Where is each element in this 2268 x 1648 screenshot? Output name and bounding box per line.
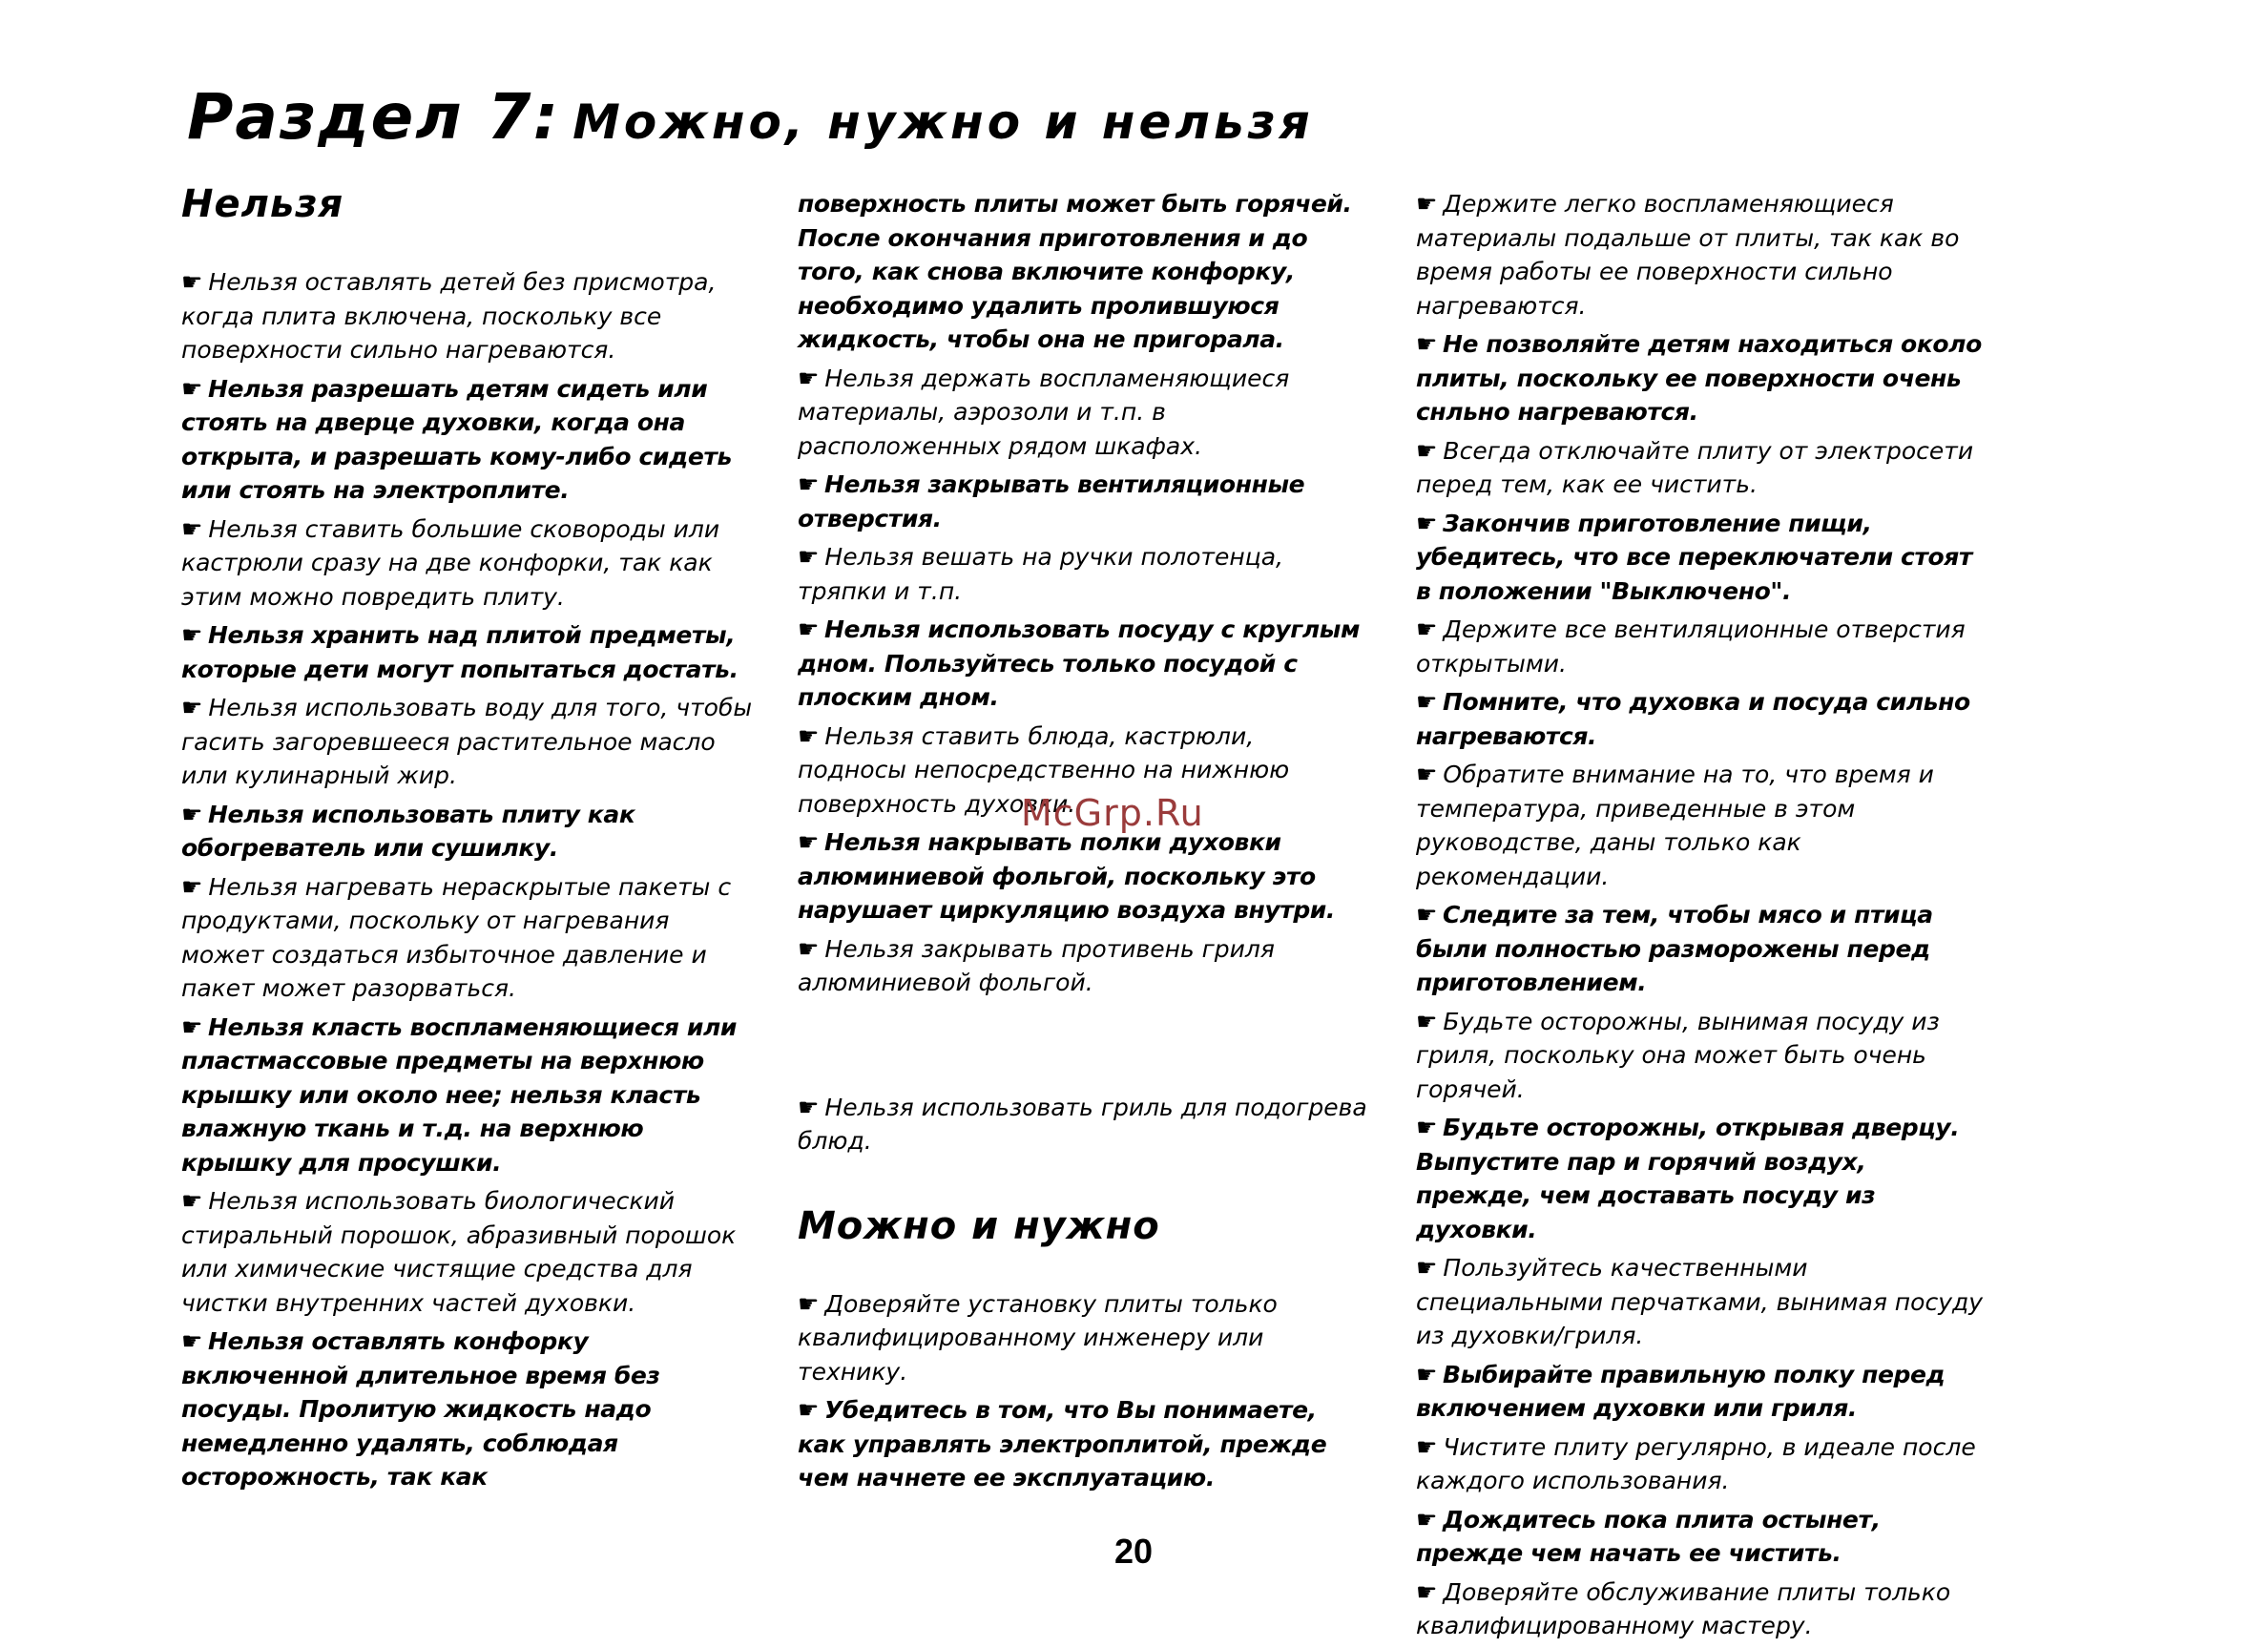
list-item: [1416, 685, 1988, 753]
list-item: [181, 1184, 754, 1320]
pointing-hand-icon: ☛: [798, 1093, 820, 1121]
pointing-hand-icon: ☛: [181, 374, 203, 403]
list-item: [181, 618, 754, 686]
list-item-text: Дождитесь пока плита остынет, прежде чем начать ее чистить.: [1416, 1505, 1881, 1567]
list-item-text: Следите за тем, чтобы мясо и птица были полностью разморожены перед приготовлением.: [1416, 901, 1933, 996]
list-item-text: Доверяйте обслуживание плиты только квалифицированному мастеру.: [1416, 1577, 1951, 1639]
column2-list-2: [798, 1287, 1370, 1495]
list-item: [1416, 613, 1988, 680]
list-item: [181, 798, 754, 866]
section-number: Раздел 7:: [187, 80, 560, 154]
list-item-text: Нельзя вешать на ручки полотенца, тряпки и т.п.: [798, 543, 1283, 605]
list-item: [181, 1011, 754, 1180]
heading-mozhno: Можно и нужно: [798, 1203, 1160, 1248]
list-item: [1416, 1251, 1988, 1353]
list-item-text: Обратите внимание на то, что время и температура, приведенные в этом руководстве, даны только как рекомендации.: [1416, 761, 1934, 890]
pointing-hand-icon: ☛: [1416, 901, 1438, 928]
list-item: [1416, 1503, 1988, 1571]
list-item: [1416, 1430, 1988, 1498]
list-item-text: Помните, что духовка и посуда сильно нагреваются.: [1416, 688, 1970, 750]
pointing-hand-icon: ☛: [798, 1289, 820, 1318]
list-item-text: Нельзя оставлять конфорку включенной длительное время без посуды. Пролитую жидкость надо немедленно удалять, соблюдая осторожность, так как: [181, 1327, 660, 1491]
list-item: [181, 372, 754, 508]
column2-single: [798, 1091, 1370, 1158]
heading-nelzya: Нельзя: [181, 182, 344, 226]
continuation-text: поверхность плиты может быть горячей. После окончания приготовления и до того, как снова включите конфорку, необходимо удалить пролившуюся жидкость, чтобы она не пригорала.: [798, 190, 1352, 353]
column2-list: [798, 362, 1370, 1000]
list-item-text: Нельзя нагревать нераскрытые пакеты с продуктами, поскольку от нагревания может создаться избыточное давление и пакет может разорваться.: [181, 872, 732, 1002]
list-item-text: Чистите плиту регулярно, в идеале после каждого использования.: [1416, 1432, 1976, 1494]
list-item-text: Будьте осторожны, вынимая посуду из гриля, поскольку она может быть очень горячей.: [1416, 1007, 1940, 1103]
list-item-text: Нельзя ставить большие сковороды или кастрюли сразу на две конфорки, так как этим можно повредить плиту.: [181, 514, 720, 611]
page-number: 20: [1114, 1532, 1154, 1571]
pointing-hand-icon: ☛: [1416, 1505, 1438, 1533]
pointing-hand-icon: ☛: [1416, 1007, 1438, 1035]
list-item-text: Убедитесь в том, что Вы понимаете, как управлять электроплитой, прежде чем начнете ее эксплуатацию.: [798, 1396, 1327, 1492]
page-title: [187, 80, 1314, 154]
list-item-text: Нельзя накрывать полки духовки алюминиевой фольгой, поскольку это нарушает циркуляцию воздуха внутри.: [798, 828, 1336, 924]
pointing-hand-icon: ☛: [1416, 1577, 1438, 1606]
list-item: [798, 825, 1370, 928]
pointing-hand-icon: ☛: [798, 721, 820, 750]
pointing-hand-icon: ☛: [1416, 436, 1438, 465]
pointing-hand-icon: ☛: [1416, 688, 1438, 716]
list-item: [181, 870, 754, 1006]
pointing-hand-icon: ☛: [1416, 1254, 1438, 1282]
pointing-hand-icon: ☛: [798, 615, 820, 643]
pointing-hand-icon: ☛: [1416, 190, 1438, 218]
list-item: [1416, 1005, 1988, 1107]
list-item-text: Выбирайте правильную полку перед включением духовки или гриля.: [1416, 1360, 1945, 1422]
list-item-text: Пользуйтесь качественными специальными перчатками, вынимая посуду из духовки/гриля.: [1416, 1254, 1984, 1349]
list-item-text: Нельзя закрывать противень гриля алюминиевой фольгой.: [798, 934, 1275, 996]
column1-list: [181, 265, 754, 1494]
pointing-hand-icon: ☛: [181, 694, 203, 721]
pointing-hand-icon: ☛: [1416, 1360, 1438, 1388]
column-3: [1416, 187, 1988, 1648]
list-item-text: Всегда отключайте плиту от электросети перед тем, как ее чистить.: [1416, 436, 1974, 498]
pointing-hand-icon: ☛: [181, 1327, 203, 1355]
list-item: [1416, 1575, 1988, 1643]
pointing-hand-icon: ☛: [181, 1012, 203, 1041]
list-item-text: Нельзя использовать воду для того, чтобы гасить загоревшееся растительное масло или кулинарный жир.: [181, 694, 753, 789]
list-item-text: Будьте осторожны, открывая дверцу. Выпустите пар и горячий воздух, прежде, чем доставать посуду из духовки.: [1416, 1114, 1960, 1243]
pointing-hand-icon: ☛: [798, 364, 820, 392]
pointing-hand-icon: ☛: [1416, 330, 1438, 358]
list-item-text: Нельзя использовать плиту как обогреватель или сушилку.: [181, 800, 635, 862]
column-1: [181, 181, 754, 1499]
list-item: [1416, 187, 1988, 323]
list-item: [181, 265, 754, 367]
list-item-text: Нельзя ставить блюда, кастрюли, подносы непосредственно на нижнюю поверхность духовки.: [798, 721, 1290, 818]
list-item: [181, 1325, 754, 1494]
list-item: [1416, 1111, 1988, 1246]
list-item: [798, 1393, 1370, 1495]
watermark: McGrp.Ru: [1021, 792, 1204, 834]
list-item-text: Нельзя держать воспламеняющиеся материалы, аэрозоли и т.п. в расположенных рядом шкафах.: [798, 364, 1290, 460]
pointing-hand-icon: ☛: [181, 268, 203, 296]
list-item: [1416, 507, 1988, 609]
list-item: [1416, 434, 1988, 502]
list-item-text: Нельзя использовать посуду с круглым дном. Пользуйтесь только посудой с плоским дном.: [798, 615, 1361, 711]
list-item: [1416, 1358, 1988, 1426]
list-item: [798, 1091, 1370, 1158]
pointing-hand-icon: ☛: [1416, 761, 1438, 788]
list-item: [1416, 758, 1988, 893]
pointing-hand-icon: ☛: [798, 934, 820, 963]
list-item-text: Нельзя оставлять детей без присмотра, когда плита включена, поскольку все поверхности сильно нагреваются.: [181, 268, 717, 364]
pointing-hand-icon: ☛: [1416, 1432, 1438, 1461]
pointing-hand-icon: ☛: [798, 828, 820, 856]
list-item: [798, 932, 1370, 1000]
section-title: Можно, нужно и нельзя: [572, 94, 1314, 150]
list-item-text: Не позволяйте детям находиться около плиты, поскольку ее поверхности очень снльно нагреваются.: [1416, 330, 1982, 426]
list-item: [798, 613, 1370, 715]
pointing-hand-icon: ☛: [798, 470, 820, 498]
list-item: [798, 1287, 1370, 1389]
pointing-hand-icon: ☛: [181, 872, 203, 901]
list-item-text: Закончив приготовление пищи, убедитесь, что все переключатели стоят в положении "Выключено".: [1416, 509, 1973, 605]
list-item-text: Нельзя использовать биологический стиральный порошок, абразивный порошок или химические чистящие средства для чистки внутренних частей духовки.: [181, 1187, 737, 1317]
list-item: [798, 362, 1370, 464]
list-item-text: Доверяйте установку плиты только квалифицированному инженеру или технику.: [798, 1289, 1278, 1386]
column-2: [798, 187, 1370, 1500]
list-item: [798, 468, 1370, 535]
pointing-hand-icon: ☛: [181, 1187, 203, 1215]
pointing-hand-icon: ☛: [181, 800, 203, 828]
list-item-text: Нельзя разрешать детям сидеть или стоять на дверце духовки, когда она открыта, и разрешать кому-либо сидеть или стоять на электроплите.: [181, 374, 732, 504]
pointing-hand-icon: ☛: [181, 621, 203, 649]
list-item: [798, 540, 1370, 608]
pointing-hand-icon: ☛: [798, 543, 820, 571]
list-item: [181, 512, 754, 615]
pointing-hand-icon: ☛: [181, 514, 203, 543]
list-item-text: Нельзя использовать гриль для подогрева блюд.: [798, 1093, 1367, 1155]
list-item: [1416, 327, 1988, 429]
list-item-text: Нельзя закрывать вентиляционные отверстия.: [798, 470, 1305, 532]
spacer: [798, 1163, 1370, 1203]
list-item: [1416, 898, 1988, 1000]
list-item-text: Нельзя класть воспламеняющиеся или пластмассовые предметы на верхнюю крышку или около нее; нельзя класть влажную ткань и т.д. на верхнюю крышку для просушки.: [181, 1012, 737, 1177]
list-item-text: Держите все вентиляционные отверстия открытыми.: [1416, 615, 1966, 678]
pointing-hand-icon: ☛: [1416, 509, 1438, 537]
column3-list: [1416, 187, 1988, 1643]
list-item: [181, 691, 754, 793]
pointing-hand-icon: ☛: [1416, 615, 1438, 643]
pointing-hand-icon: ☛: [1416, 1114, 1438, 1141]
list-item-text: Держите легко воспламеняющиеся материалы подальше от плиты, так как во время работы ее поверхности сильно нагреваются.: [1416, 190, 1960, 320]
pointing-hand-icon: ☛: [798, 1396, 820, 1424]
spacer: [798, 1005, 1370, 1091]
list-item-text: Нельзя хранить над плитой предметы, которые дети могут попытаться достать.: [181, 621, 739, 683]
